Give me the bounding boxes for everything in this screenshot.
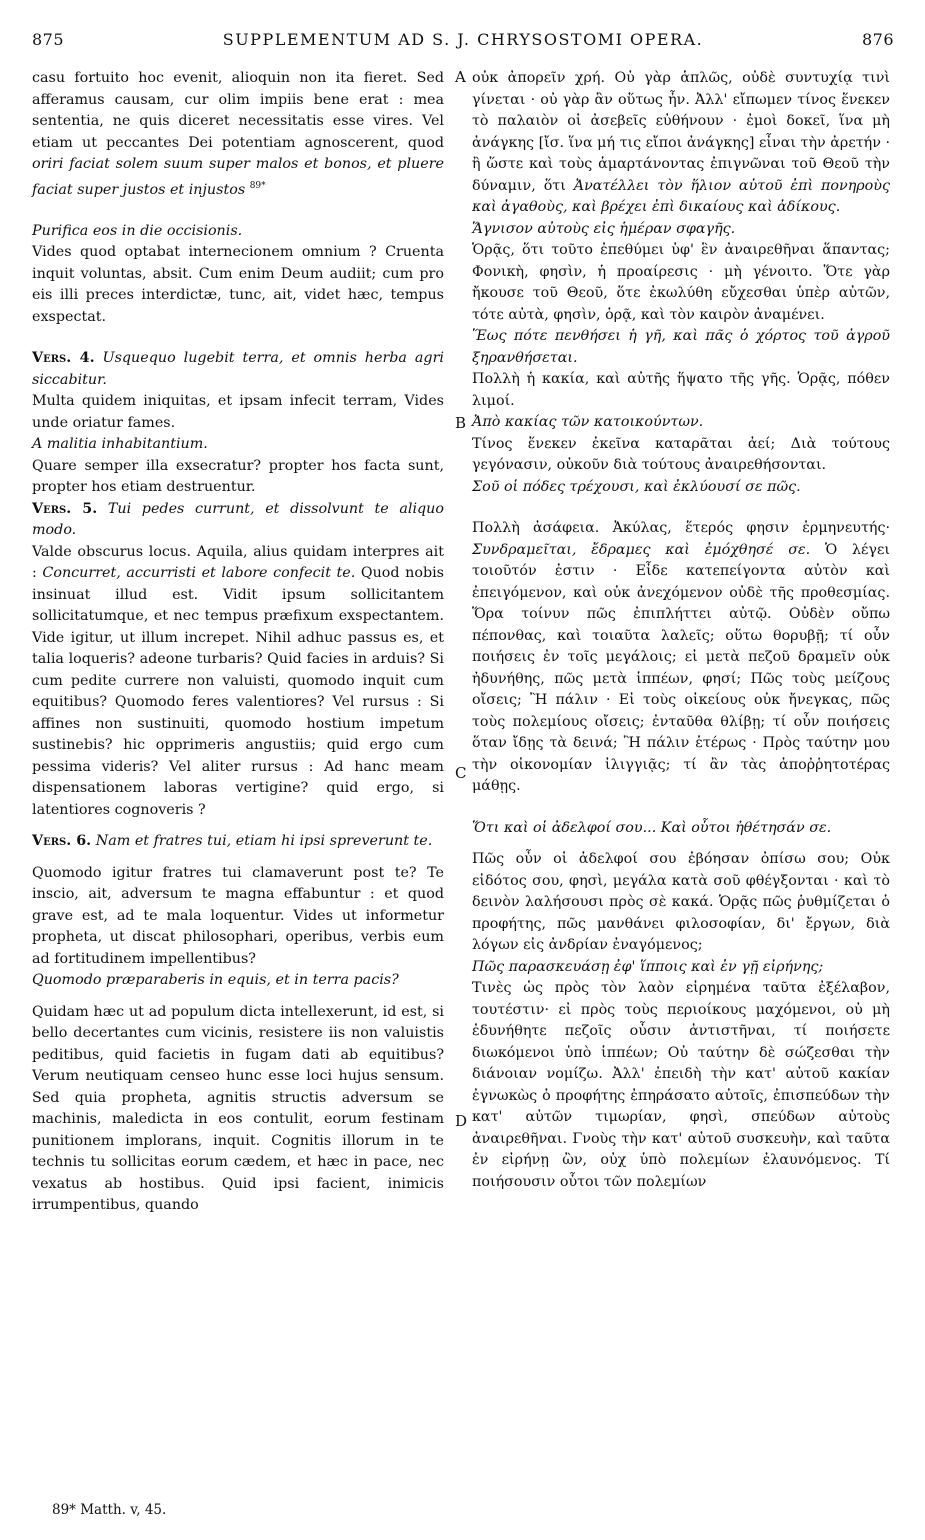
scripture-lemma: Ὅτι καὶ οἱ ἀδελφοί σου... Καὶ οὗτοι ἠθέτησάν σε. (472, 819, 832, 836)
greek-paragraph: οὐκ ἀπορεῖν χρή. Οὐ γὰρ ἁπλῶς, οὐδὲ συντυχίᾳ τινὶ γίνεται · οὐ γὰρ ἂν οὕτως ἦν. Ἀλλ' εἴπωμεν τίνος ἕνεκεν τὸ παλαιὸν οἱ ἀσεβεῖς εὐθήνουν · ἐμοὶ δοκεῖ, ἵνα μὴ ἀνάγκης [ἴσ. ἵνα μή τις εἴποι ἀνάγκης] εἶναι τὴν ἀρετήν · ἢ ὥστε καὶ τοὺς ἁμαρτάνοντας ἐπιγνῶναι τοῦ Θεοῦ τὴν δύναμιν, ὅτι Ἀνατέλλει τὸν ἥλιον αὐτοῦ ἐπὶ πονηροὺς καὶ ἀγαθοὺς, καὶ βρέχει ἐπὶ δικαίους καὶ ἀδίκους. (472, 70, 890, 215)
greek-paragraph: Πολλὴ ἡ κακία, καὶ αὐτῆς ἥψατο τῆς γῆς. Ὁρᾷς, πόθεν λιμοί. (472, 371, 890, 409)
latin-paragraph: Quomodo igitur fratres tui clamaverunt post te? Te inscio, ait, adversum te magna effabuntur : et quod grave est, ad te mala loquentur. Vides ut informetur propheta, ut discat philosophari, operibus, verbis eum ad fortitudinem impellentibus? (32, 864, 444, 967)
greek-column (472, 68, 890, 1193)
section-marker-c: C (455, 764, 467, 782)
latin-paragraph: Vides quod optabat internecionem omnium ? Cruenta inquit voluntas, absit. Cum enim Deum audiit; cum pro eis illi preces interdictæ, tunc, ait, videt hæc, tempus exspectat. (32, 244, 444, 325)
page-header (32, 30, 894, 56)
section-marker-a: A (455, 68, 466, 86)
running-title: SUPPLEMENTUM AD S. J. CHRYSOSTOMI OPERA. (222, 30, 704, 49)
latin-column (32, 68, 444, 1217)
scripture-lemma: Ἕως πότε πενθήσει ἡ γῆ, καὶ πᾶς ὁ χόρτος τοῦ ἀγροῦ ξηρανθήσεται. (472, 328, 890, 366)
verse-heading: Vers. 6. Nam et fratres tui, etiam hi ipsi spreverunt te. (32, 833, 433, 850)
scripture-lemma: Σοῦ οἱ πόδες τρέχουσι, καὶ ἐκλύουσί σε πῶς. (472, 478, 801, 495)
greek-paragraph: Τινὲς ὡς πρὸς τὸν λαὸν εἰρημένα ταῦτα ἐξέλαβον, τουτέστιν· εἰ πρὸς τοὺς περιοίκους μαχόμενοι, οὐ μὴ ἐδυνήθητε πεζοῖς οὖσιν ἀντιστῆναι, τί ποιήσετε διωκόμενοι ὑπὸ ἱππέων; Οὐ ταύτην δὲ σώζεσθαι τὴν διάνοιαν νομίζω. Ἀλλ' ἐπειδὴ τὴν κατ' αὐτοῦ κακίαν ἐγνωκὼς ὁ προφήτης ἐπηράσατο αὐτοῖς, ἐπισπεύδων τὴν κατ' αὐτῶν τιμωρίαν, φησὶ, σπεύδων αὐτοὺς ἀναιρεθῆναι. Γνοὺς τὴν κατ' αὐτοῦ συσκευὴν, καὶ ταῦτα ἐν εἰρήνῃ ὢν, οὐχ ὑπὸ πολεμίων ἐλαυνόμενος. Τί ποιήσουσιν οὗτοι τῶν πολεμίων (472, 980, 890, 1190)
greek-paragraph: Ὁρᾷς, ὅτι τοῦτο ἐπεθύμει ὑφ' ἓν ἀναιρεθῆναι ἅπαντας; Φονικὴ, φησὶν, ἡ προαίρεσις · μὴ γένοιτο. Ὅτε γὰρ ἤκουσε τοῦ Θεοῦ, ὅτε ἐκωλύθη εὔχεσθαι ὑπὲρ αὐτῶν, τότε αὐτὰ, φησὶν, ὁρᾷ, καὶ τὸν καιρὸν ἀναμένει. (472, 242, 890, 323)
latin-paragraph: casu fortuito hoc evenit, alioquin non ita fieret. Sed afferamus causam, cur olim impiis bene erat : mea sententia, ne quis diceret necessitatis esse vires. Vel etiam ut peccantes Dei potentiam agnoscerent, quod oriri faciat solem suum super malos et bonos, et pluere faciat super justos et injustos $^{89*}$ (32, 70, 444, 198)
section-marker-b: B (455, 414, 467, 432)
scripture-lemma: Πῶς παρασκευάσῃ ἐφ' ἵπποις καὶ ἐν γῇ εἰρήνης; (472, 958, 824, 975)
greek-paragraph: Πῶς οὖν οἱ ἀδελφοί σου ἐβόησαν ὀπίσω σου; Οὐκ εἰδότος σου, φησὶ, μεγάλα κατὰ σοῦ φθέγξονται · καὶ τὸ δεινὸν λαλήσουσι πρὸς σὲ κακά. Ὁρᾷς πῶς ῥυθμίζεται ὁ προφήτης, πῶς μανθάνει φιλοσοφίαν, δι' ἔργων, διὰ λόγων εἰς ἀνδρίαν ἐναγόμενος; (472, 851, 890, 953)
greek-paragraph: Τίνος ἕνεκεν ἐκεῖνα καταρᾶται ἀεί; Διὰ τούτους γεγόνασιν, οὐκοῦν διὰ τούτους ἀναιρεθήσονται. (472, 435, 890, 473)
verse-heading: Vers. 5. Tui pedes currunt, et dissolvunt te aliquo modo. (32, 500, 444, 539)
scripture-lemma: Purifica eos in die occisionis. (32, 222, 243, 239)
scripture-lemma: Ἅγνισον αὐτοὺς εἰς ἡμέραν σφαγῆς. (472, 220, 736, 237)
latin-paragraph: Multa quidem iniquitas, et ipsam infecit terram, Vides unde oriatur fames. (32, 393, 444, 431)
footnote-ref: 89* (249, 180, 266, 191)
footnote: 89* Matth. v, 45. (52, 1502, 167, 1518)
scripture-lemma: Quomodo præparaberis in equis, et in terra pacis? (32, 972, 399, 989)
page-number-right: 876 (861, 30, 894, 49)
latin-paragraph: Valde obscurus locus. Aquila, alius quidam interpres ait : Concurret, accurristi et labore confecit te. Quod nobis insinuat illud est. Vidit ipsum sollicitantem sollicitatumque, et nec tempus præfixum exspectantem. Vide igitur, ut illum increpet. Nihil adhuc passus es, et talia loqueris? adeone turbaris? Quid facies in arduis? Si cum pedite currere non valuisti, quomodo inquit cum equitibus? Quomodo feres valentiores? Vel rursus : Si affines non sustinuiti, quomodo hostium impetum sustinebis? hic opprimeris angustiis; quid ergo cum pessima videris? Vel aliter rursus : Ad hanc meam dispensationem laboras vertigine? quid ergo, si latentiores cognoveris ? (32, 543, 445, 818)
latin-paragraph: Quare semper illa exsecratur? propter hos facta sunt, propter hos etiam destruentur. (32, 457, 444, 496)
page-number-left: 875 (32, 30, 65, 49)
greek-paragraph: Πολλὴ ἀσάφεια. Ἀκύλας, ἕτερός φησιν ἑρμηνευτής· Συνδραμεῖται, ἔδραμες καὶ ἐμόχθησέ σε. Ὁ λέγει τοιοῦτόν ἐστιν · Εἶδε κατεπείγοντα αὐτὸν καὶ ἐπειγόμενον, καὶ οὐκ ἀνεχόμενον οὐδὲ τῆς προθεσμίας. Ὅρα τοίνυν πῶς ἐπιπλήττει αὐτῷ. Οὐδὲν οὔπω πέπονθας, καὶ τοιαῦτα λαλεῖς; οὕτω θορυβῇ; τί οὖν ποιήσεις ἐν τοῖς μεγάλοις; εἰ μετὰ πεζοῦ δραμεῖν οὐκ ἠδυνήθης, πῶς μετὰ ἱππέων, φησί; Πῶς τοὺς μείζους οἴσεις; Ἢ πάλιν · Εἰ τοὺς οἰκείους οὐκ ἤνεγκας, πῶς τοὺς πολεμίους οἴσεις; ἐνταῦθα θλίβῃ; τί οὖν ποιήσεις ὅταν ἴδῃς τὰ δεινά; Ἢ πάλιν ἑτέρως · Πρὸς ταύτην μου τὴν οἰκονομίαν ἰλιγγιᾷς; τί ἂν τὰς ἀποῤῥητοτέρας μάθῃς. (472, 520, 890, 794)
section-marker-d: D (455, 1112, 468, 1130)
scripture-lemma: A malitia inhabitantium. (32, 436, 208, 453)
scripture-lemma: Ἀπὸ κακίας τῶν κατοικούντων. (472, 414, 704, 430)
verse-heading: Vers. 4. Usquequo lugebit terra, et omnis herba agri siccabitur. (32, 350, 444, 388)
latin-paragraph: Quidam hæc ut ad populum dicta intellexerunt, id est, si bello decertantes cum vicinis, resistere iis non valuistis peditibus, quid facietis in fugam dati ab equitibus? Verum neutiquam censeo hunc esse loci hujus sensum. Sed quia propheta, agnitis structis adversum se machinis, maledicta in eos contulit, eorum festinam punitionem implorans, inquit. Cognitis illorum in te technis tu sollicitas eorum cædem, et hæc in pace, nec vexatus ab hostibus. Quid ipsi facient, inimicis irrumpentibus, quando (32, 1003, 444, 1214)
